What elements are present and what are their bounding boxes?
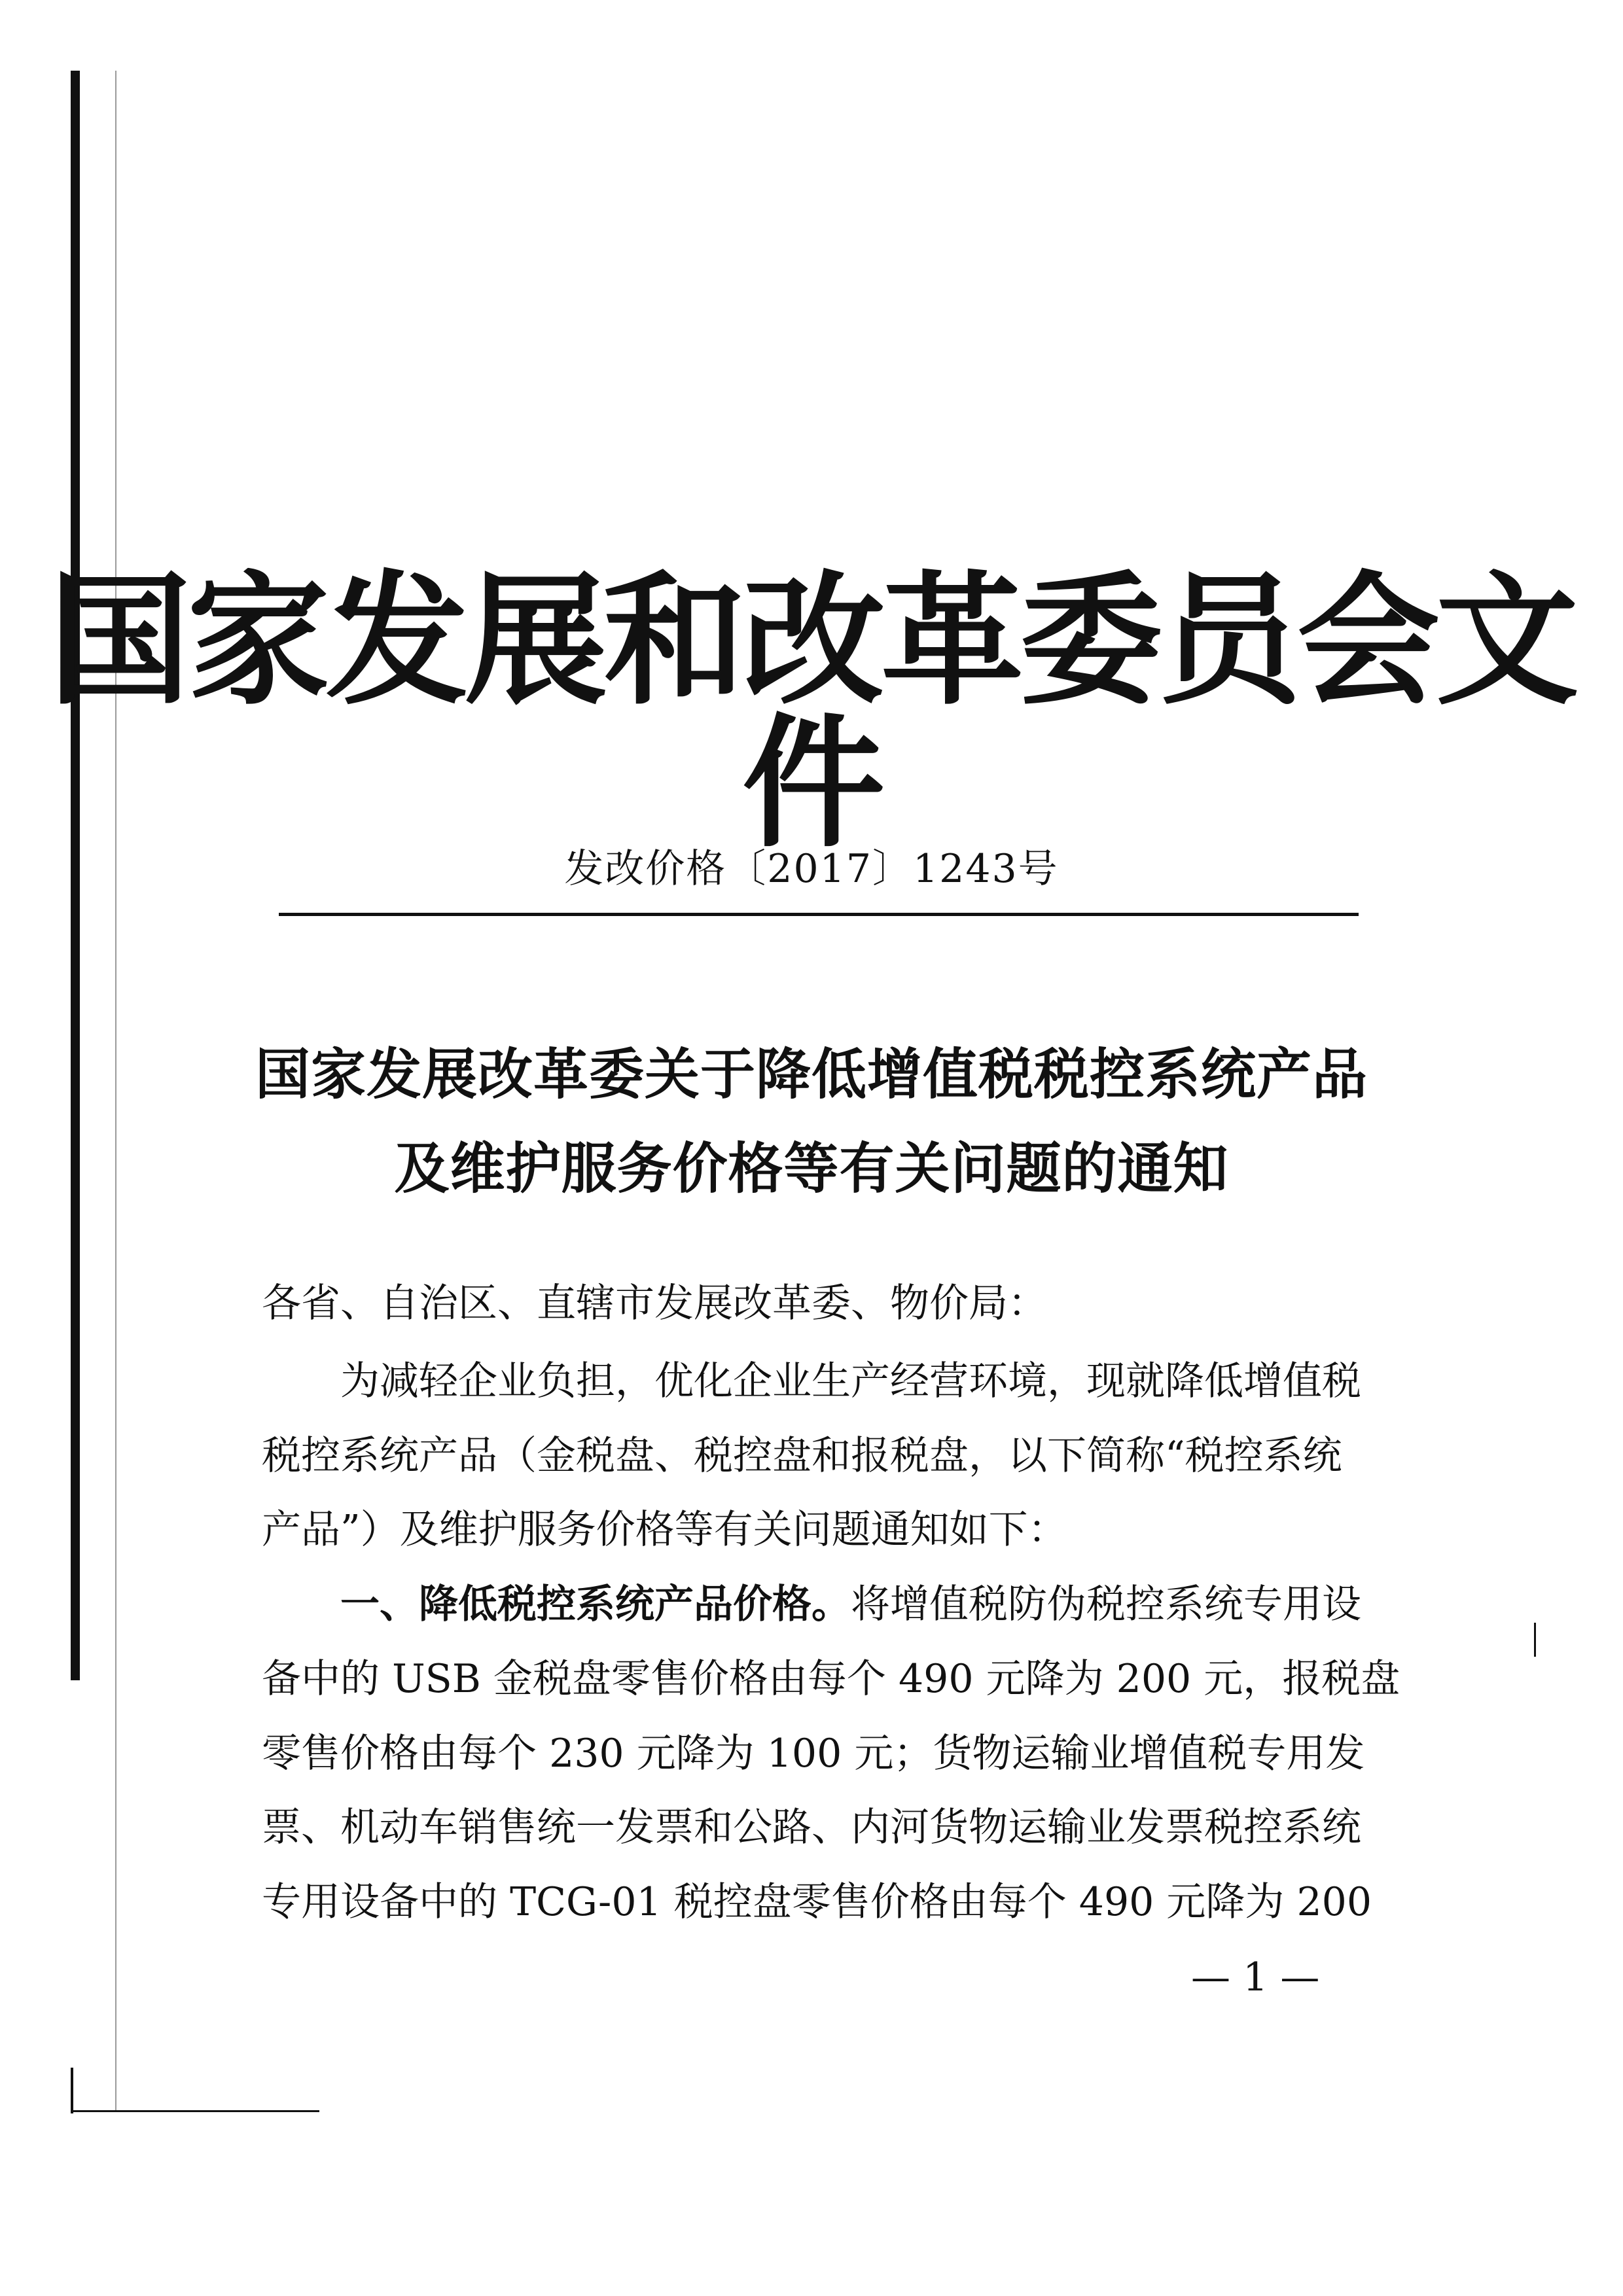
section-1-line-2: 备中的 USB 金税盘零售价格由每个 490 元降为 200 元，报税盘 [262, 1656, 1400, 1702]
section-1-line-3: 零售价格由每个 230 元降为 100 元；货物运输业增值税专用发 [262, 1731, 1365, 1776]
header-divider-rule [279, 913, 1359, 916]
document-header-title: 国家发展和改革委员会文件 [48, 557, 1575, 867]
intro-line-3: 产品”）及维护服务价格等有关问题通知如下： [262, 1507, 1067, 1553]
notice-title-line-1: 国家发展改革委关于降低增值税税控系统产品 [255, 1042, 1368, 1106]
scan-bottom-corner-mark [71, 2110, 319, 2112]
recipients-line: 各省、自治区、直辖市发展改革委、物价局： [262, 1280, 1047, 1326]
section-1-line-1-text: 将增值税防伪税控系统专用设 [851, 1581, 1361, 1627]
section-1-heading: 一、降低税控系统产品价格。 [340, 1581, 851, 1627]
section-1-line-5: 专用设备中的 TCG-01 税控盘零售价格由每个 490 元降为 200 [262, 1879, 1372, 1925]
scan-bottom-corner-tick [71, 2068, 73, 2113]
scan-right-edge-mark [1534, 1623, 1536, 1657]
intro-line-2: 税控系统产品（金税盘、税控盘和报税盘，以下简称“税控系统 [262, 1433, 1342, 1479]
page-number: — 1 — [1191, 1954, 1320, 2000]
section-1-line-1 [340, 1581, 1361, 1627]
section-1-line-4: 票、机动车销售统一发票和公路、内河货物运输业发票税控系统 [262, 1805, 1361, 1850]
document-number: 发改价格〔2017〕1243号 [564, 846, 1059, 892]
intro-line-1: 为减轻企业负担，优化企业生产经营环境，现就降低增值税 [340, 1358, 1361, 1404]
notice-title-line-2: 及维护服务价格等有关问题的通知 [394, 1136, 1229, 1201]
